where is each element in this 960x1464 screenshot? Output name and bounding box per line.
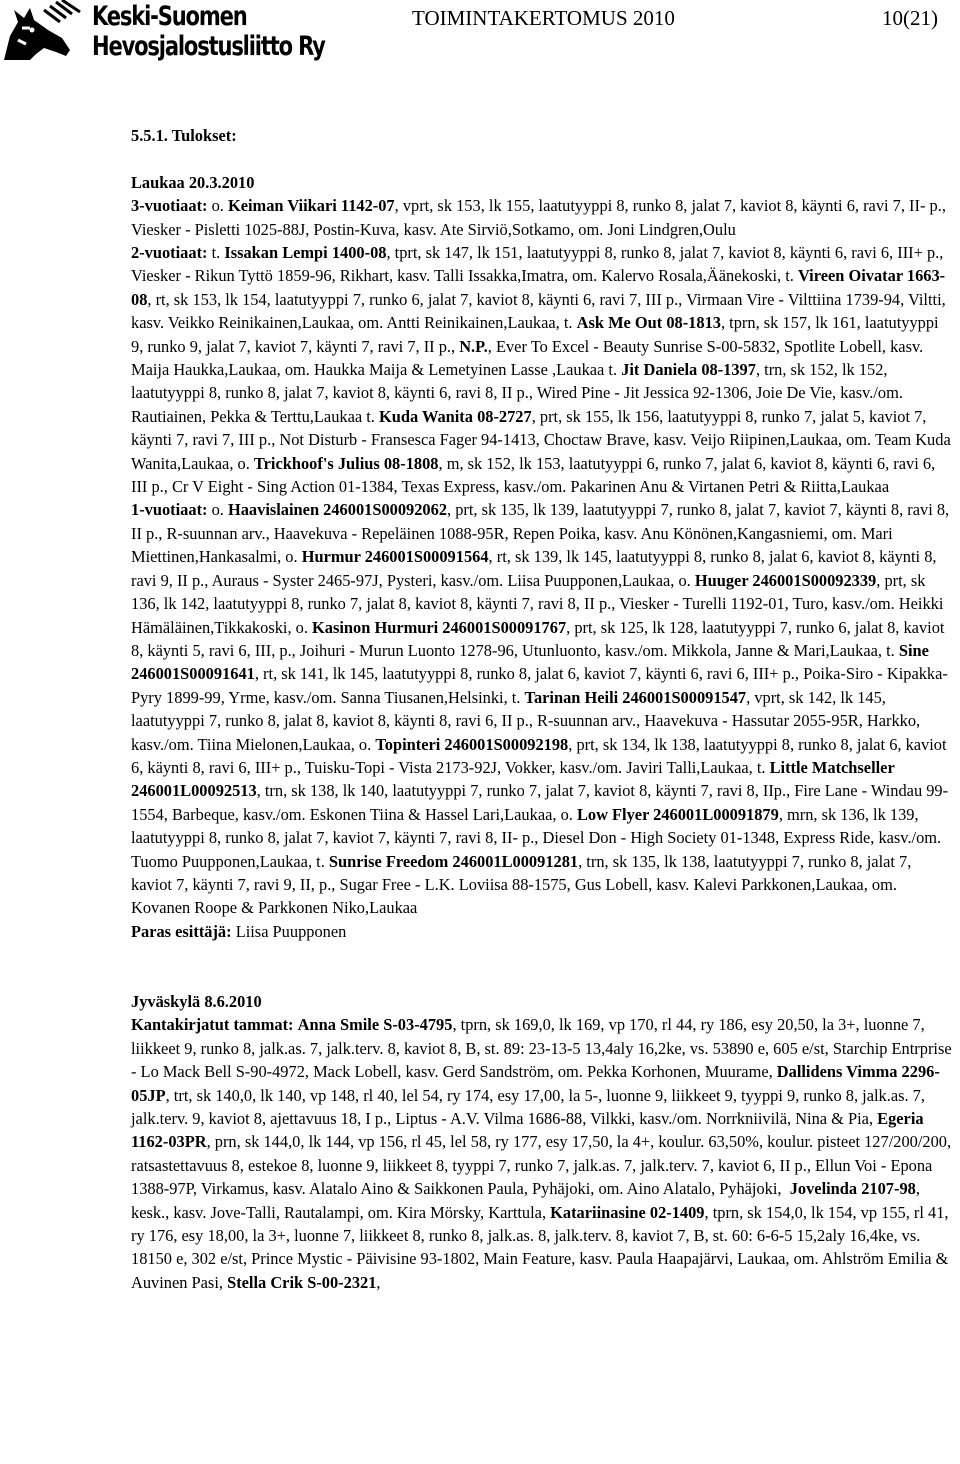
document-body — [131, 124, 953, 1294]
best-exhibitor-label: Paras esittäjä: — [131, 921, 232, 941]
age-group-label-1: 1-vuotiaat: — [131, 500, 208, 520]
laukaa-results-paragraph: 3-vuotiaat: o. Keiman Viikari 1142-07, vprt, sk 153, lk 155, laatutyyppi 8, runko 8, jalat 7, kaviot 8, käynti 6, ravi 7, II- p., Viesker - Pisletti 1025-88J, Postin-Kuva, kasv. Ate Sirviö,Sotkamo, om. Joni Lindgren,Oulu 2-vuotiaat: t. Issakan Lempi 1400-08, tprt, sk 147, lk 151, laatutyyppi 8, runko 8, jalat 7, kaviot 8, käynti 6, ravi 6, III+ p., Viesker - Rikun Tyttö 1859-96, Rikhart, kasv. Talli Issakka,Imatra, om. Kalervo Rosala,Äänekoski, t. Vireen Oivatar 1663-08, rt, sk 153, lk 154, laatutyyppi 7, runko 6, jalat 7, kaviot 8, käynti 6, ravi 7, III p., Virmaan Vire - Vilttiina 1739-94, Viltti, kasv. Veikko Reinikainen,Laukaa, om. Antti Reinikainen,Laukaa, t. Ask Me Out 08-1813, tprn, sk 157, lk 161, laatutyyppi 9, runko 9, jalat 7, kaviot 7, käynti 7, ravi 7, II p., N.P., Ever To Excel - Beauty Sunrise S-00-5832, Spotlite Lobell, kasv. Maija Haukka,Laukaa, om. Haukka Maija & Lemetyinen Lasse ,Laukaa t. Jit Daniela 08-1397, trn, sk 152, lk 152, laatutyyppi 8, runko 8, jalat 7, kaviot 8, käynti 6, ravi 8, II p., Wired Pine - Jit Jessica 92-1306, Joie De Vie, kasv./om. Rautiainen, Pekka & Terttu,Laukaa t. Kuda Wanita 08-2727, prt, sk 155, lk 156, laatutyyppi 8, runko 7, jalat 5, kaviot 7, käynti 7, ravi 7, III p., Not Disturb - Fransesca Fager 94-1413, Choctaw Brave, kasv. Veijo Riipinen,Laukaa, om. Team Kuda Wanita,Laukaa, o. Trickhoof's Julius 08-1808, m, sk 152, lk 153, laatutyyppi 6, runko 7, jalat 6, kaviot 8, käynti 6, ravi 6, III p., Cr V Eight - Sing Action 01-1384, Texas Express, kasv./om. Pakarinen Anu & Virtanen Petri & Riitta,Laukaa 1-vuotiaat: o. Haavislainen 246001S00092062, prt, sk 135, lk 139, laatutyyppi 7, runko 8, jalat 7, kaviot 7, käynti 8, ravi 8, II p., R-suunnan arv., Haavekuva - Repeläinen 1088-95R, Repen Poika, kasv. Anu Könönen,Kangasniemi, om. Mari Miettinen,Hankasalmi, o. Hurmur 246001S00091564, rt, sk 139, lk 145, laatutyyppi 8, runko 8, jalat 6, kaviot 8, käynti 8, ravi 9, II p., Auraus - Syster 2465-97J, Pysteri, kasv./om. Liisa Puupponen,Laukaa, o. Huuger 246001S00092339, prt, sk 136, lk 142, laatutyyppi 8, runko 7, jalat 8, kaviot 8, käynti 7, ravi 8, II p., Viesker - Turelli 1192-01, Turo, kasv./om. Heikki Hämäläinen,Tikkakoski, o. Kasinon Hurmuri 246001S00091767, prt, sk 125, lk 128, laatutyyppi 7, runko 6, jalat 8, kaviot 8, käynti 5, ravi 6, III, p., Joihuri - Murun Luonto 1278-96, Utunluonto, kasv./om. Mikkola, Janne & Mari,Laukaa, t. Sine 246001S00091641, rt, sk 141, lk 145, laatutyyppi 8, runko 8, jalat 6, kaviot 7, käynti 6, ravi 6, III+ p., Poika-Siro - Kipakka-Pyry 1899-99, Yrme, kasv./om. Sanna Tiusanen,Helsinki, t. Tarinan Heili 246001S00091547, vprt, sk 142, lk 145, laatutyyppi 7, runko 8, jalat 8, kaviot 8, käynti 8, ravi 6, II p., R-suunnan arv., Haavekuva - Hassutar 2055-95R, Harkko, kasv./om. Tiina Mielonen,Laukaa, o. Topinteri 246001S00092198, prt, sk 134, lk 138, laatutyyppi 8, runko 8, jalat 6, kaviot 6, käynti 8, ravi 6, III+ p., Tuisku-Topi - Vista 2173-92J, Vokker, kasv./om. Javiri Talli,Laukaa, t. Little Matchseller 246001L00092513, trn, sk 138, lk 140, laatutyyppi 7, runko 7, jalat 7, kaviot 8, käynti 7, ravi 8, IIp., Fire Lane - Windau 99-1554, Barbeque, kasv./om. Eskonen Tiina & Hassel Lari,Laukaa, o. Low Flyer 246001L00091879, mrn, sk 136, lk 139, laatutyyppi 8, runko 8, jalat 7, kaviot 7, käynti 7, ravi 8, II- p., Diesel Don - High Society 01-1348, Express Ride, kasv./om. Tuomo Puupponen,Laukaa, t. Sunrise Freedom 246001L00091281, trn, sk 135, lk 138, laatutyyppi 7, runko 8, jalat 7, kaviot 7, käynti 7, ravi 9, II, p., Sugar Free - L.K. Loviisa 88-1575, Gus Lobell, kasv. Kalevi Parkkonen,Laukaa, om. Kovanen Roope & Parkkonen Niko,Laukaa Paras esittäjä: Liisa Puupponen — [131, 196, 951, 941]
section-heading: 5.5.1. Tulokset: — [131, 126, 237, 145]
page-number: 10(21) — [882, 6, 938, 30]
jyvaskyla-results-paragraph: Kantakirjatut tammat: Anna Smile S-03-4795, tprn, sk 169,0, lk 169, vp 170, rl 44, ry 186, esy 20,50, la 3+, luonne 7, liikkeet 9, runko 8, jalk.as. 7, jalk.terv. 8, kaviot 8, B, st. 89: 23-13-5 13,4aly 16,2ke, vs. 53890 e, 605 e/st, Starchip Entrprise - Lo Mack Bell S-90-4972, Mack Lobell, kasv. Gerd Sandström, om. Pekka Korhonen, Muurame, Dallidens Vimma 2296-05JP, trt, sk 140,0, lk 140, vp 148, rl 40, lel 54, ry 174, esy 17,00, la 5-, luonne 9, liikkeet 9, tyyppi 9, runko 8, jalk.as. 7, jalk.terv. 9, kaviot 8, ajettavuus 18, I p., Liptus - A.V. Vilma 1686-88, Vilkki, kasv./om. Norrkniivilä, Nina & Pia, Egeria 1162-03PR, prn, sk 144,0, lk 144, vp 156, rl 45, lel 58, ry 177, esy 17,50, la 4+, koulur. 63,50%, koulur. pisteet 127/200/200, ratsastettavuus 8, estekoe 8, luonne 9, liikkeet 8, tyyppi 7, runko 7, jalk.as. 7, jalk.terv. 7, kaviot 6, II p., Ellun Voi - Epona 1388-97P, Virkamus, kasv. Alatalo Aino & Saikkonen Paula, Pyhäjoki, om. Aino Alatalo, Pyhäjoki, Jovelinda 2107-98, kesk., kasv. Jove-Talli, Rautalampi, om. Kira Mörsky, Karttula, Katariinasine 02-1409, tprn, sk 154,0, lk 154, vp 155, rl 41, ry 176, esy 18,00, la 3+, luonne 7, liikkeet 8, runko 8, jalk.as. 8, jalk.terv. 8, kaviot 7, B, st. 60: 6-6-5 15,2aly 16,4ke, vs. 18150 e, 302 e/st, Prince Mystic - Päivisine 93-1802, Main Feature, kasv. Paula Haapajärvi, Laukaa, om. Ahlström Emilia & Auvinen Pasi, Stella Crik S-00-2321, — [131, 1015, 952, 1292]
event-jyvaskyla-heading: Jyväskylä 8.6.2010 — [131, 991, 262, 1011]
organization-name-line2: Hevosjalostusliitto Ry — [92, 31, 325, 62]
best-exhibitor-value: Liisa Puupponen — [231, 921, 347, 941]
page-header — [0, 0, 960, 66]
organization-name-line1: Keski-Suomen — [92, 1, 247, 32]
organization-name — [92, 2, 325, 62]
horse-head-logo-icon — [0, 0, 90, 62]
age-group-label-3: 3-vuotiaat: — [131, 196, 208, 216]
age-group-label-2: 2-vuotiaat: — [131, 243, 208, 263]
event-laukaa-heading: Laukaa 20.3.2010 — [131, 172, 255, 192]
document-title: TOIMINTAKERTOMUS 2010 — [412, 6, 675, 30]
studbook-mares-label: Kantakirjatut tammat: — [131, 1015, 294, 1035]
